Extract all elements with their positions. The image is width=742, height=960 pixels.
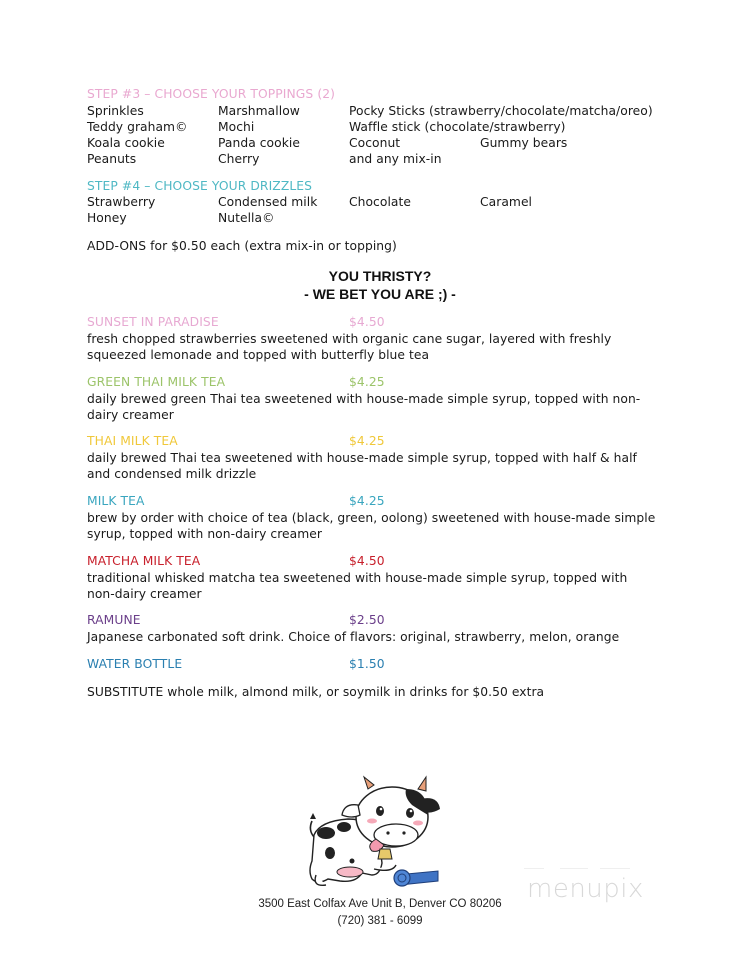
addons-note: ADD-ONS for $0.50 each (extra mix-in or topping) <box>87 239 397 253</box>
drizzle-item: Nutella© <box>218 211 275 225</box>
topping-item: Pocky Sticks (strawberry/chocolate/matcha/oreo) <box>349 104 653 118</box>
cow-mascot-icon <box>300 775 450 890</box>
drink-price: $4.25 <box>349 494 385 508</box>
drink-price: $2.50 <box>349 613 385 627</box>
drink-description: traditional whisked matcha tea sweetened with house-made simple syrup, topped with non-dairy creamer <box>87 571 628 601</box>
drink-name: MATCHA MILK TEA <box>87 554 201 568</box>
topping-item: Koala cookie <box>87 136 165 150</box>
drink-price: $4.50 <box>349 315 385 329</box>
drink-description: fresh chopped strawberries sweetened with organic cane sugar, layered with freshly squeezed lemonade and topped with butterfly blue tea <box>87 332 612 362</box>
watermark-line <box>524 868 544 869</box>
footer-address: 3500 East Colfax Ave Unit B, Denver CO 80206 <box>258 898 502 910</box>
substitute-note: SUBSTITUTE whole milk, almond milk, or soymilk in drinks for $0.50 extra <box>87 685 545 699</box>
topping-item: Coconut <box>349 136 401 150</box>
drink-price: $4.50 <box>349 554 385 568</box>
topping-item: Teddy graham© <box>87 120 188 134</box>
drink-price: $4.25 <box>349 375 385 389</box>
drink-description: daily brewed green Thai tea sweetened with house-made simple syrup, topped with non-dairy creamer <box>87 392 641 422</box>
drink-description: Japanese carbonated soft drink. Choice of flavors: original, strawberry, melon, orange <box>87 630 620 644</box>
topping-item: Marshmallow <box>218 104 300 118</box>
watermark-line <box>600 868 630 869</box>
topping-item: Sprinkles <box>87 104 144 118</box>
drinks-subtitle: - WE BET YOU ARE ;) - <box>304 286 456 302</box>
topping-item: Gummy bears <box>480 136 568 150</box>
topping-item: and any mix-in <box>349 152 442 166</box>
topping-item: Peanuts <box>87 152 137 166</box>
drizzle-item: Condensed milk <box>218 195 318 209</box>
topping-item: Waffle stick (chocolate/strawberry) <box>349 120 566 134</box>
drizzle-item: Strawberry <box>87 195 156 209</box>
step3-heading: STEP #3 – CHOOSE YOUR TOPPINGS (2) <box>87 87 336 101</box>
drink-price: $4.25 <box>349 434 385 448</box>
drink-name: THAI MILK TEA <box>87 434 178 448</box>
drink-price: $1.50 <box>349 657 385 671</box>
watermark-line <box>560 868 588 869</box>
menupix-watermark: menupix <box>527 874 644 904</box>
drizzle-item: Caramel <box>480 195 533 209</box>
step4-heading: STEP #4 – CHOOSE YOUR DRIZZLES <box>87 179 313 193</box>
drinks-title: YOU THRISTY? <box>328 268 432 284</box>
drink-description: brew by order with choice of tea (black, green, oolong) sweetened with house-made simple syrup, topped with non-dairy creamer <box>87 511 656 541</box>
drizzle-item: Honey <box>87 211 127 225</box>
drink-name: RAMUNE <box>87 613 141 627</box>
drink-name: GREEN THAI MILK TEA <box>87 375 226 389</box>
drink-description: daily brewed Thai tea sweetened with house-made simple syrup, topped with half & half and condensed milk drizzle <box>87 451 637 481</box>
drink-name: WATER BOTTLE <box>87 657 183 671</box>
topping-item: Cherry <box>218 152 260 166</box>
topping-item: Mochi <box>218 120 255 134</box>
drizzle-item: Chocolate <box>349 195 411 209</box>
drink-name: MILK TEA <box>87 494 145 508</box>
topping-item: Panda cookie <box>218 136 300 150</box>
footer-phone: (720) 381 - 6099 <box>337 915 423 927</box>
drink-name: SUNSET IN PARADISE <box>87 315 219 329</box>
